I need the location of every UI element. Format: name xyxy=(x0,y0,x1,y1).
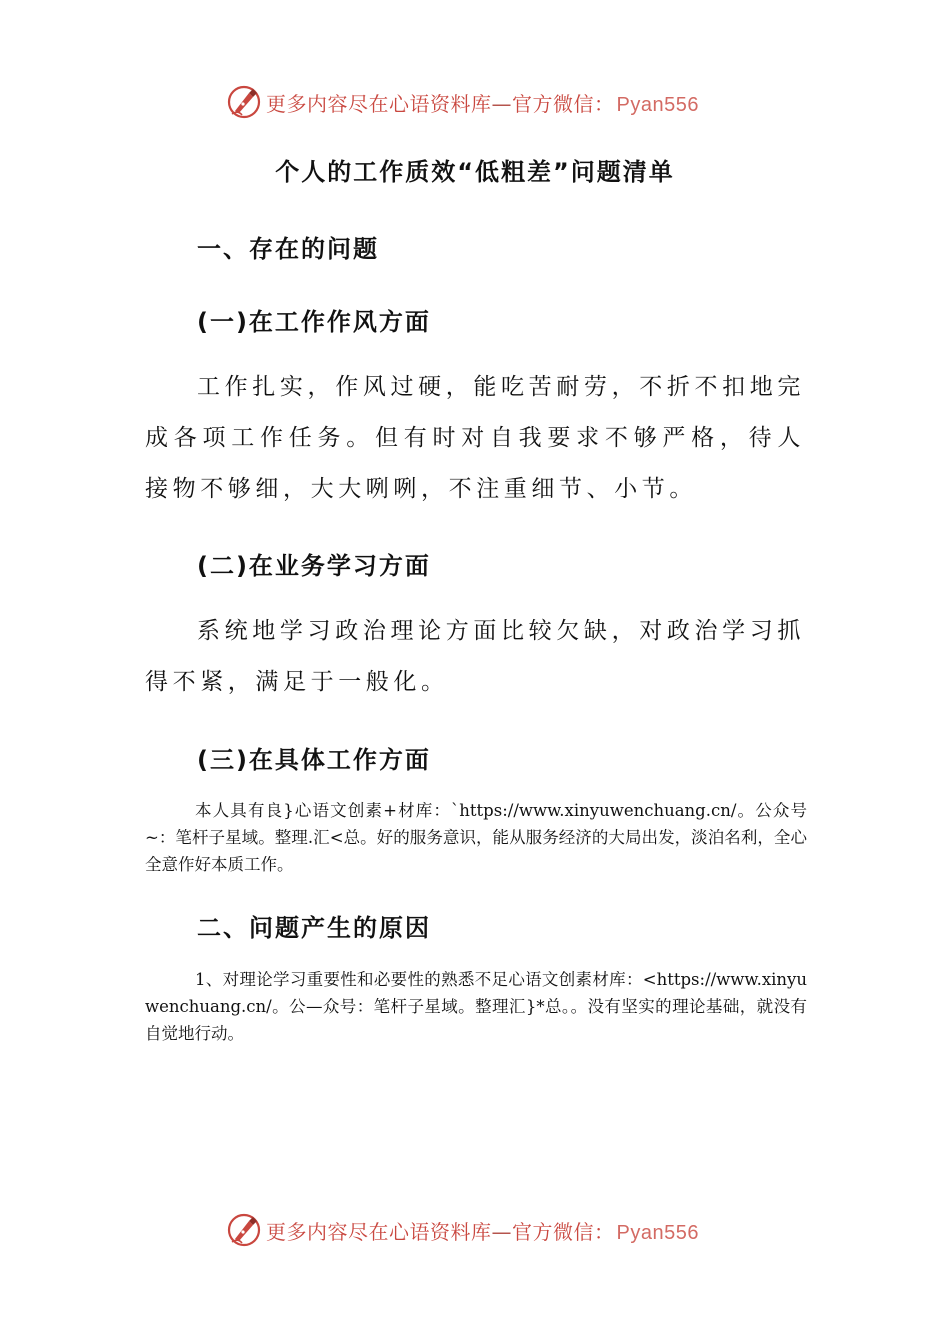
paragraph-specific-work: 本人具有良}心语文创素+材库：`https://www.xinyuwenchuang.cn/。公众号~：笔杆子星域。整理.汇<总。好的服务意识，能从服务经济的大局出发，淡泊名利，全心全意作好本质工作。 xyxy=(145,801,807,874)
paragraph-work-style: 工作扎实，作风过硬，能吃苦耐劳，不折不扣地完成各项工作任务。但有时对自我要求不够严格，待人接物不够细，大大咧咧，不注重细节、小节。 xyxy=(145,374,805,502)
section-heading-problems: 一、存在的问题 xyxy=(197,235,379,263)
pen-nib-logo-icon xyxy=(226,84,262,120)
subheading-work-style: (一)在工作作风方面 xyxy=(197,308,431,336)
subheading-business-study: (二)在业务学习方面 xyxy=(197,552,431,580)
subheading-specific-work: (三)在具体工作方面 xyxy=(197,746,431,774)
watermark-text-bottom: 更多内容尽在心语资料库—官方微信： Pyan556 xyxy=(266,1219,699,1244)
paragraph-causes: 1、对理论学习重要性和必要性的熟悉不足心语文创素材库：<https://www.xinyuwenchuang.cn/。公—众号：笔杆子星域。整理汇}*总。。没有坚实的理论基础，就没有自觉地行动。 xyxy=(145,970,807,1043)
watermark-banner-top xyxy=(226,82,726,122)
watermark-text-top: 更多内容尽在心语资料库—官方微信： Pyan556 xyxy=(266,91,699,116)
paragraph-business-study: 系统地学习政治理论方面比较欠缺，对政治学习抓得不紧，满足于一般化。 xyxy=(145,618,805,695)
watermark-banner-bottom xyxy=(226,1210,726,1250)
document-title: 个人的工作质效“低粗差”问题清单 xyxy=(275,158,675,186)
pen-nib-logo-icon xyxy=(226,1212,262,1248)
section-heading-causes: 二、问题产生的原因 xyxy=(197,914,431,942)
